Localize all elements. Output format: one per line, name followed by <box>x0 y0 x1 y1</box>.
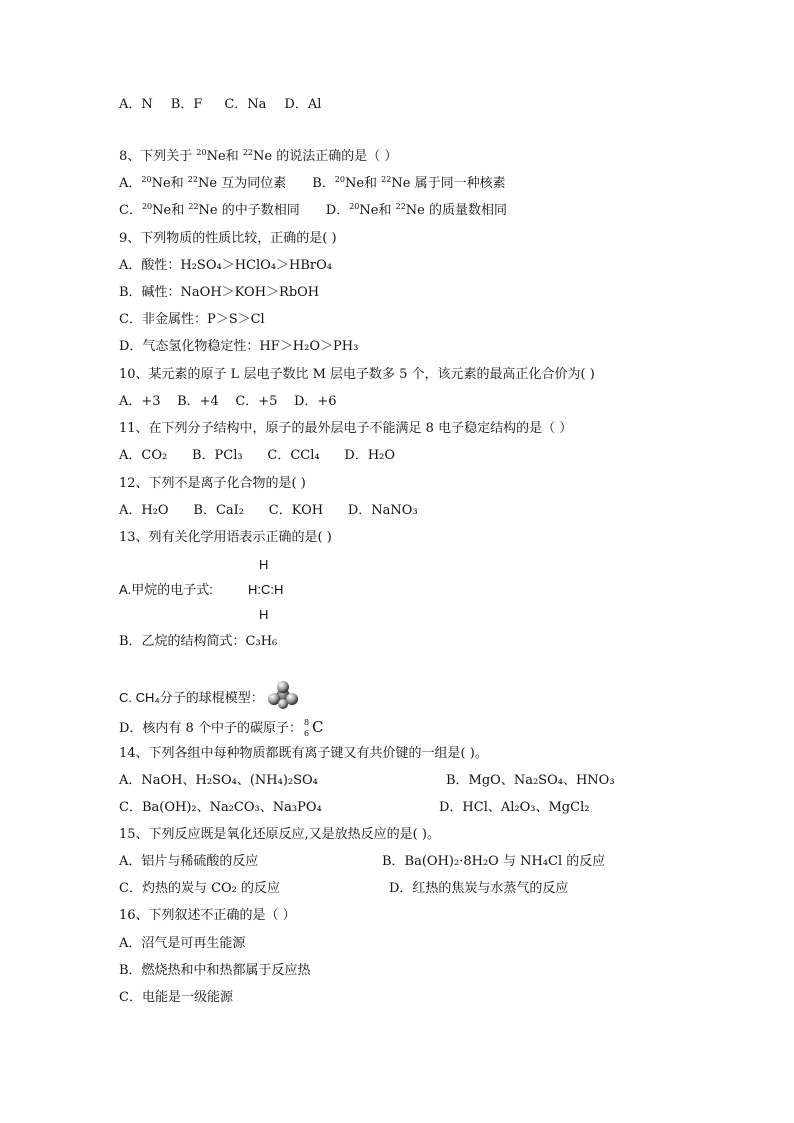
question-13-stem: 13、列有关化学用语表示正确的是( ) <box>119 530 332 545</box>
q8-option-c: C．$^{20}$Ne和 $^{22}$Ne 的中子数相同 <box>119 202 300 218</box>
q15-option-a: A．铝片与稀硫酸的反应 <box>119 854 259 869</box>
question-15-stem: 15、下列反应既是氧化还原反应,又是放热反应的是( )。 <box>119 827 440 842</box>
q7-option-b: B．F <box>170 97 203 112</box>
question-9-stem: 9、下列物质的性质比较，正确的是( ) <box>119 231 337 246</box>
q15-option-d: D．红热的焦炭与水蒸气的反应 <box>389 881 569 896</box>
q8-option-d: D．$^{20}$Ne和 $^{22}$Ne 的质量数相同 <box>325 202 508 218</box>
q15-option-b: B．Ba(OH)₂·8H₂O 与 NH₄Cl 的反应 <box>382 854 606 869</box>
q7-option-d: D．Al <box>284 97 322 112</box>
q15-option-c: C．灼热的炭与 CO₂ 的反应 <box>119 881 281 896</box>
q9-option-a: A．酸性：H₂SO₄＞HClO₄＞HBrO₄ <box>119 258 332 273</box>
q11-options: A．CO₂ B．PCl₃ C．CCl₄ D．H₂O <box>119 448 396 463</box>
q13-option-a-label: A.甲烷的电子式: <box>119 582 213 597</box>
q7-option-c: C．Na <box>224 97 267 112</box>
question-10-stem: 10、某元素的原子 L 层电子数比 M 层电子数多 5 个，该元素的最高正化合价为( ) <box>119 367 595 382</box>
q13-option-d: D．核内有 8 个中子的碳原子： 8 6 C <box>119 718 324 738</box>
q12-options: A．H₂O B．CaI₂ C．KOH D．NaNO₃ <box>119 503 418 518</box>
q8-option-b: B．$^{20}$Ne和 $^{22}$Ne 属于同一种核素 <box>312 175 506 191</box>
methane-electron-formula: H:C:H <box>248 582 284 597</box>
q16-option-b: B．燃烧热和中和热都属于反应热 <box>119 963 311 978</box>
question-8-stem: 8、下列关于 $^{20}$Ne和 $^{22}$Ne 的说法正确的是（ ） <box>119 148 398 164</box>
q7-option-a: A．N <box>119 97 153 112</box>
question-8-options-ab <box>119 176 506 192</box>
q9-option-d: D．气态氢化物稳定性：HF＞H₂O＞PH₃ <box>119 339 359 354</box>
methane-ball-model-icon <box>266 680 300 714</box>
q14-option-a: A．NaOH、H₂SO₄、(NH₄)₂SO₄ <box>119 773 318 788</box>
question-12-stem: 12、下列不是离子化合物的是( ) <box>119 476 306 491</box>
q9-option-b: B．碱性：NaOH＞KOH＞RbOH <box>119 285 320 300</box>
methane-h-top: H <box>259 557 269 572</box>
q8-option-a: A．$^{20}$Ne和 $^{22}$Ne 互为同位素 <box>119 175 287 191</box>
question-8-options-cd <box>119 203 507 219</box>
question-16-stem: 16、下列叙述不正确的是（ ） <box>119 908 296 923</box>
q13-option-b: B．乙烷的结构简式：C₃H₆ <box>119 634 278 649</box>
carbon-isotope-notation: 8 6 <box>303 718 310 738</box>
q16-option-a: A．沼气是可再生能源 <box>119 936 246 951</box>
q14-option-c: C．Ba(OH)₂、Na₂CO₃、Na₃PO₄ <box>119 800 322 815</box>
q10-options: A．+3 B．+4 C．+5 D．+6 <box>119 394 337 409</box>
q14-option-b: B．MgO、Na₂SO₄、HNO₃ <box>446 773 615 788</box>
q14-option-d: D．HCl、Al₂O₃、MgCl₂ <box>439 800 590 815</box>
question-11-stem: 11、在下列分子结构中，原子的最外层电子不能满足 8 电子稳定结构的是（ ） <box>119 421 573 436</box>
q13-option-c: C. CH₄分子的球棍模型： <box>119 680 300 714</box>
question-7-options <box>119 97 321 113</box>
methane-h-bottom: H <box>259 607 269 622</box>
q16-option-c: C．电能是一级能源 <box>119 990 233 1005</box>
question-14-stem: 14、下列各组中每种物质都既有离子键又有共价键的一组是( )。 <box>119 746 488 761</box>
q9-option-c: C．非金属性：P＞S＞Cl <box>119 312 265 327</box>
